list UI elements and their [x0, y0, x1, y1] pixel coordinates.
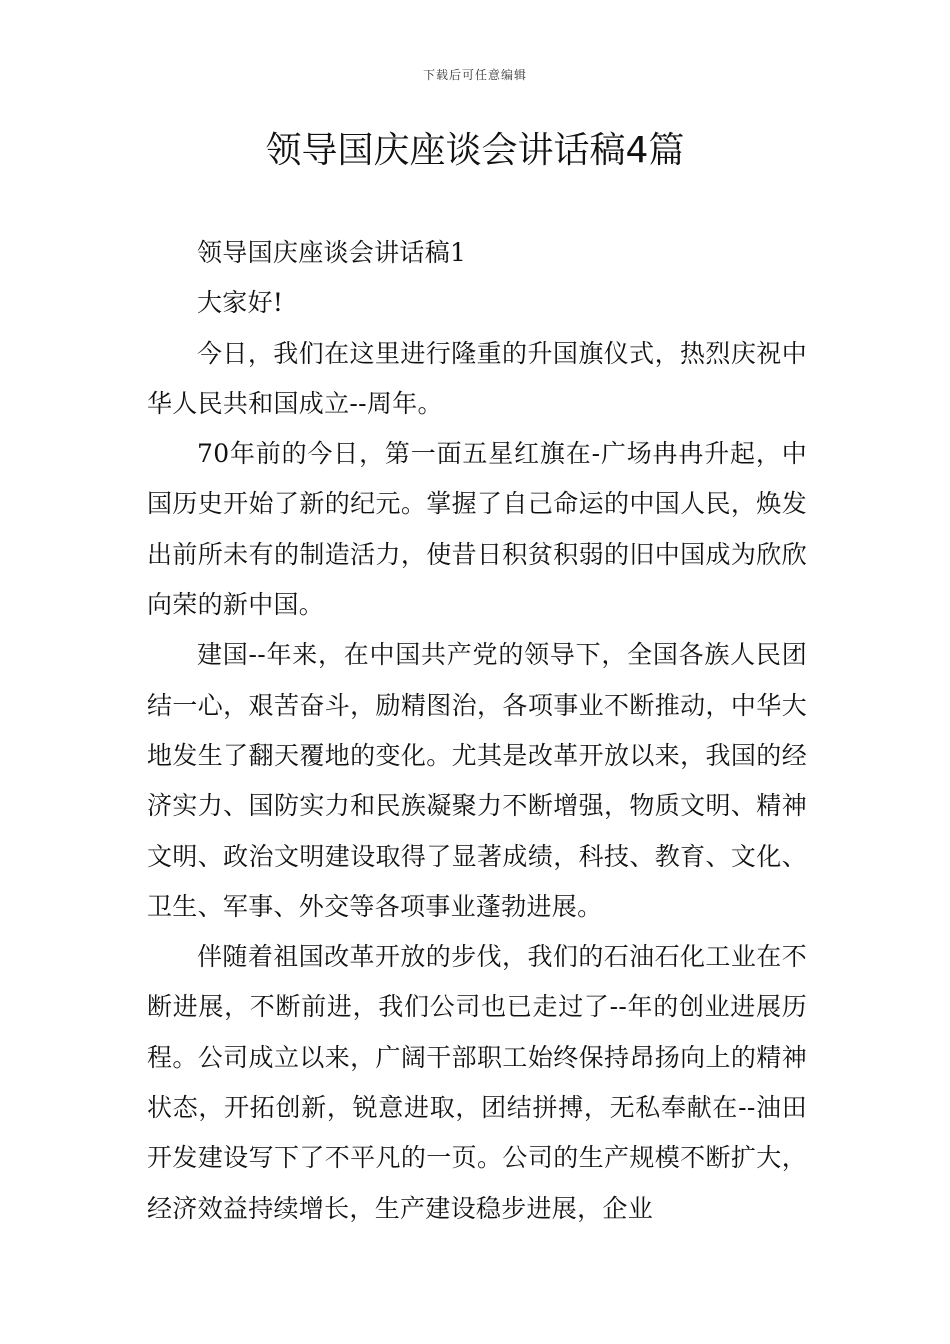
paragraph-greeting: 大家好!	[197, 288, 284, 318]
paragraph: 70年前的今日，第一面五星红旗在-广场冉冉升起，中国历史开始了新的纪元。掌握了自己命运的中国人民，焕发出前所未有的制造活力，使昔日积贫积弱的旧中国成为欣欣向荣的新中国。	[147, 439, 807, 620]
paragraph: 今日，我们在这里进行隆重的升国旗仪式，热烈庆祝中华人民共和国成立--周年。	[147, 338, 807, 418]
paragraph-subtitle: 领导国庆座谈会讲话稿1	[197, 238, 467, 267]
paragraph: 建国--年来，在中国共产党的领导下，全国各族人民团结一心，艰苦奋斗，励精图治，各项事业不断推动，中华大地发生了翻天覆地的变化。尤其是改革开放以来，我国的经济实力、国防实力和民族凝聚力不断增强，物质文明、精神文明、政治文明建设取得了显著成绩，科技、教育、文化、卫生、军事、外交等各项事业蓬勃进展。	[147, 640, 807, 921]
paragraph: 伴随着祖国改革开放的步伐，我们的石油石化工业在不断进展，不断前进，我们公司也已走过了--年的创业进展历程。公司成立以来，广阔干部职工始终保持昂扬向上的精神状态，开拓创新，锐意进取，团结拼搏，无私奉献在--油田开发建设写下了不平凡的一页。公司的生产规模不断扩大，经济效益持续增长，生产建设稳步进展，企业	[147, 942, 807, 1223]
document-title: 领导国庆座谈会讲话稿4篇	[265, 130, 685, 171]
header-note: 下载后可任意编辑	[422, 68, 527, 82]
document-body	[147, 228, 807, 1234]
